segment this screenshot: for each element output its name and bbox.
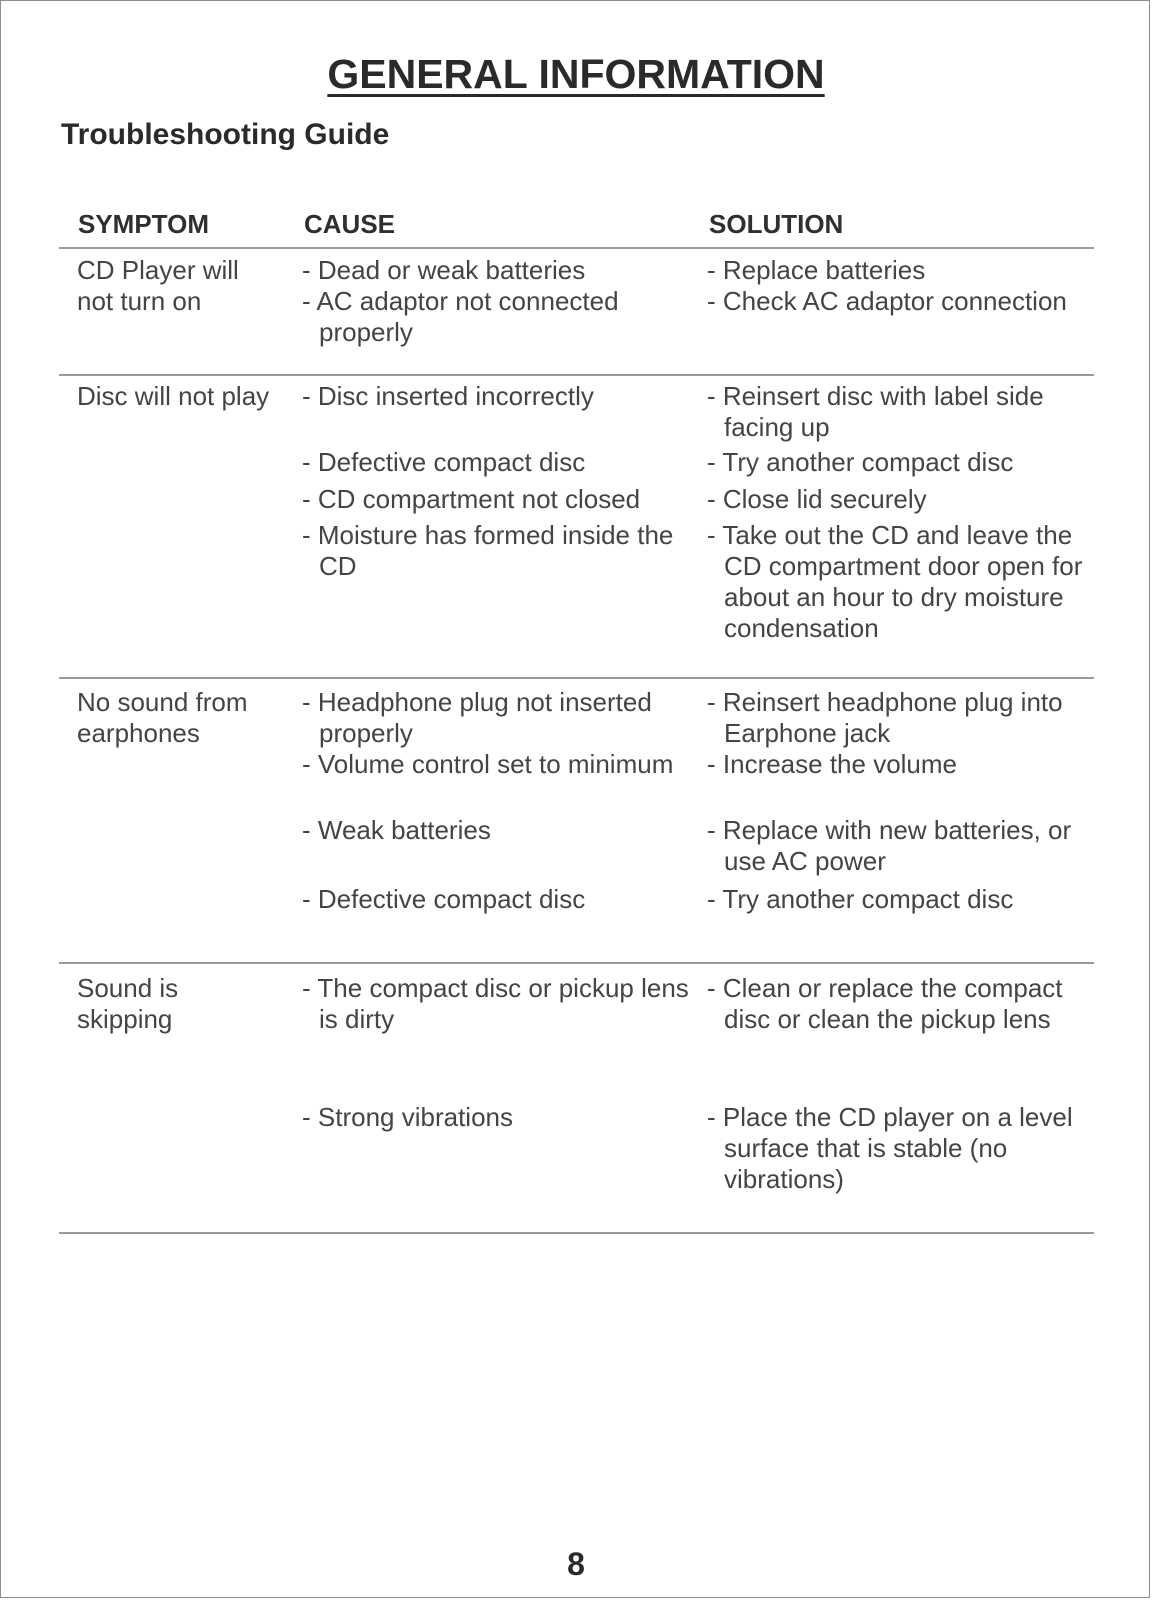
page-number: 8 <box>567 1546 585 1582</box>
page-title: GENERAL INFORMATION <box>327 51 825 97</box>
cause-cell: - Defective compact disc <box>302 884 586 914</box>
symptom-cell: No sound from earphones <box>77 687 248 748</box>
solution-cell: - Try another compact disc <box>707 884 1014 914</box>
table-row <box>59 964 1094 1234</box>
cause-cell: - Strong vibrations <box>302 1102 513 1132</box>
header-symptom: SYMPTOM <box>78 209 209 239</box>
troubleshooting-table <box>59 201 1094 1234</box>
header-solution: SOLUTION <box>709 209 844 239</box>
symptom-cell: Sound is skipping <box>77 973 179 1034</box>
header-cause: CAUSE <box>304 209 396 239</box>
cause-cell: - Dead or weak batteries <box>302 255 586 285</box>
table-header <box>59 201 1094 249</box>
cause-cell: - Headphone plug not inserted properly <box>302 687 652 748</box>
cause-cell: - AC adaptor not connected properly <box>302 286 619 347</box>
cause-cell: - Disc inserted incorrectly <box>302 381 594 411</box>
solution-cell: - Check AC adaptor connection <box>707 286 1067 316</box>
section-subtitle: Troubleshooting Guide <box>61 118 390 151</box>
solution-cell: - Reinsert headphone plug into Earphone jack <box>707 687 1063 748</box>
solution-cell: - Place the CD player on a level surface that is stable (no vibrations) <box>707 1102 1073 1194</box>
solution-cell: - Replace batteries <box>707 255 926 285</box>
cause-cell: - Defective compact disc <box>302 447 586 477</box>
solution-cell: - Close lid securely <box>707 484 927 514</box>
cause-cell: - CD compartment not closed <box>302 484 641 514</box>
solution-cell: - Try another compact disc <box>707 447 1014 477</box>
solution-cell: - Reinsert disc with label side facing up <box>707 381 1044 442</box>
table-row <box>59 376 1094 679</box>
solution-cell: - Replace with new batteries, or use AC power <box>707 815 1072 876</box>
symptom-cell: CD Player will not turn on <box>77 255 239 316</box>
cause-cell: - Weak batteries <box>302 815 491 845</box>
cause-cell: - Moisture has formed inside the CD <box>302 520 674 581</box>
table-row <box>59 249 1094 376</box>
cause-cell: - Volume control set to minimum <box>302 749 674 779</box>
solution-cell: - Increase the volume <box>707 749 958 779</box>
table-row <box>59 679 1094 964</box>
cause-cell: - The compact disc or pickup lens is dirty <box>302 973 689 1034</box>
solution-cell: - Clean or replace the compact disc or clean the pickup lens <box>707 973 1063 1034</box>
solution-cell: - Take out the CD and leave the CD compartment door open for about an hour to dry moisture condensation <box>707 520 1083 643</box>
symptom-cell: Disc will not play <box>77 381 270 411</box>
